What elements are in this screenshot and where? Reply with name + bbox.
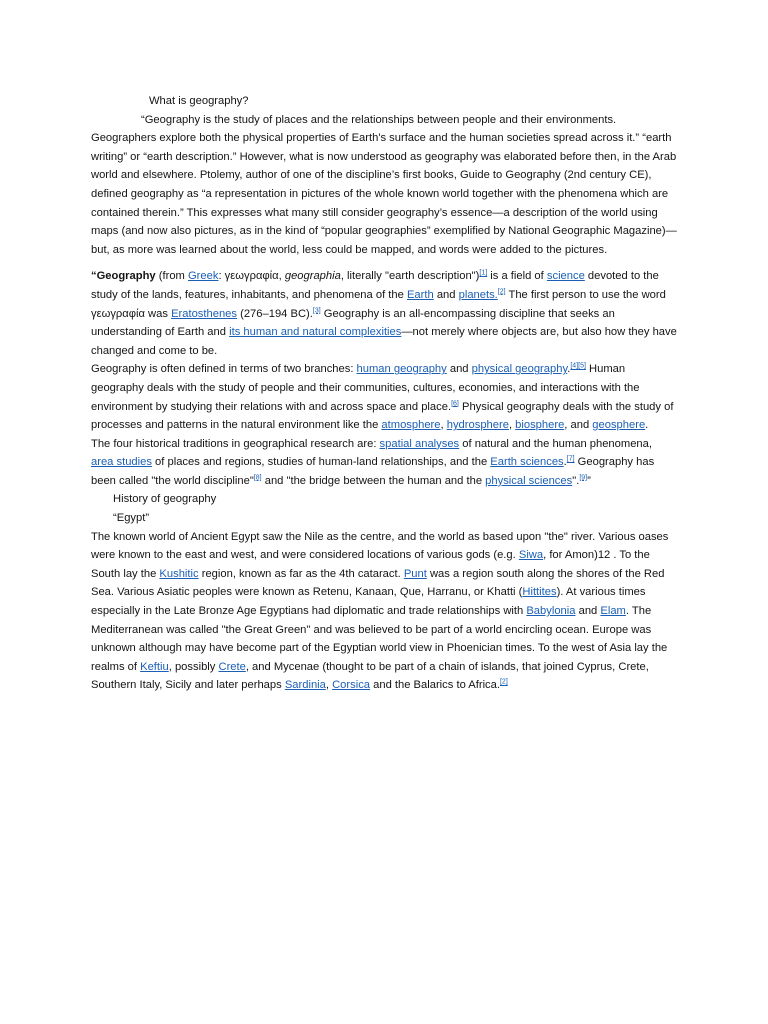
paragraph-traditions bbox=[91, 435, 677, 491]
link-crete[interactable]: Crete bbox=[218, 660, 246, 673]
text: Geography has been called "the world discipline" bbox=[91, 456, 655, 487]
link-keftiu[interactable]: Keftiu bbox=[140, 660, 169, 673]
link-biosphere[interactable]: biosphere bbox=[515, 419, 565, 432]
text: (276–194 BC). bbox=[237, 307, 313, 320]
ref-2b[interactable]: [2] bbox=[499, 678, 508, 686]
text: Human geography deals with the study of people and their communities, cultures, economies, and interactions with the environment by studying their relations with and across space and place. bbox=[91, 363, 640, 413]
text: : γεωγραφία, bbox=[218, 270, 285, 283]
text: . bbox=[567, 363, 571, 376]
text: , and bbox=[564, 419, 593, 432]
paragraph-egypt bbox=[91, 528, 677, 695]
ref-1[interactable]: [1] bbox=[479, 269, 488, 277]
link-babylonia[interactable]: Babylonia bbox=[526, 605, 576, 618]
text: —not merely where objects are, but also how they have changed and come to be. bbox=[91, 326, 677, 357]
term-geographia: geographia bbox=[284, 270, 341, 283]
text: ". bbox=[572, 474, 580, 487]
paragraph-definition: “Geography is the study of places and the relationships between people and their environments. Geographers explore both the physical properties of Earth's surface and the human societies spread across it.” “earth writing” or “earth description.” However, what is now understood as geography was elaborated before then, in the Arab world and elsewhere. Ptolemy, author of one of the discipline’s first books, Guide to Geography (2nd century CE), defined geography as “a representation in pictures of the whole known world together with the phenomena which are contained therein.” This expresses what many still consider geography’s essence—a description of the world using maps (and now also pictures, as in the kind of “popular geographies” exemplified by National Geographic Magazine)—but, as more was learned about the world, less could be mapped, and words were added to the pictures. bbox=[91, 113, 677, 256]
text: devoted to the study of the lands, features, inhabitants, and phenomena of the bbox=[91, 270, 659, 301]
text: and bbox=[433, 288, 459, 301]
document-body bbox=[91, 92, 677, 695]
link-punt[interactable]: Punt bbox=[403, 567, 427, 580]
text: was a region south along the shores of the Red Sea. Various Asiatic peoples were known as Retenu, Kanaan, Que, Harranu, or Khatti ( bbox=[91, 567, 665, 599]
text: (from bbox=[155, 270, 188, 283]
link-geosphere[interactable]: geosphere bbox=[592, 419, 646, 432]
text: , bbox=[440, 419, 447, 432]
spacer bbox=[91, 259, 677, 267]
link-atmosphere[interactable]: atmosphere bbox=[381, 419, 441, 432]
paragraph-wiki-definition bbox=[91, 267, 677, 360]
heading-egypt: “Egypt” bbox=[113, 512, 150, 525]
text: Physical geography deals with the study of processes and patterns in the natural environment like the bbox=[91, 400, 674, 432]
link-science[interactable]: science bbox=[546, 270, 585, 283]
link-earth-sciences[interactable]: Earth sciences bbox=[490, 456, 564, 469]
link-spatial-analyses[interactable]: spatial analyses bbox=[379, 437, 460, 450]
ref-4[interactable]: [4] bbox=[570, 362, 579, 370]
link-earth[interactable]: Earth bbox=[406, 288, 434, 301]
link-complexities[interactable]: its human and natural complexities bbox=[229, 326, 402, 339]
text: and "the bridge between the human and the bbox=[261, 474, 486, 487]
link-eratosthenes[interactable]: Eratosthenes bbox=[171, 307, 237, 320]
text: , literally "earth description") bbox=[340, 270, 480, 283]
ref-5[interactable]: [5] bbox=[578, 362, 586, 370]
link-sardinia[interactable]: Sardinia bbox=[284, 679, 326, 692]
link-siwa[interactable]: Siwa bbox=[518, 549, 544, 562]
text: , and Mycenae (thought to be part of a chain of islands, that joined Cyprus, Crete, Southern Italy, Sicily and later perhaps bbox=[91, 660, 649, 692]
text: The four historical traditions in geographical research are: bbox=[91, 437, 380, 450]
heading-what-is-geography: What is geography? bbox=[149, 95, 249, 107]
text: ). At various times especially in the Late Bronze Age Egyptians had diplomatic and trade relationships with bbox=[91, 586, 646, 618]
text: and the Balarics to Africa. bbox=[370, 679, 500, 692]
text: . bbox=[645, 419, 649, 432]
link-elam[interactable]: Elam bbox=[600, 605, 626, 618]
text: of natural and the human phenomena, bbox=[459, 437, 652, 450]
link-corsica[interactable]: Corsica bbox=[332, 679, 371, 692]
heading-history: History of geography bbox=[113, 493, 217, 506]
link-area-studies[interactable]: area studies bbox=[91, 456, 152, 469]
text: , possibly bbox=[168, 660, 219, 673]
text: ” bbox=[587, 474, 591, 487]
ref-3[interactable]: [3] bbox=[312, 306, 321, 314]
ref-2[interactable]: [2] bbox=[497, 288, 506, 296]
ref-9[interactable]: [9] bbox=[579, 474, 588, 482]
text: and bbox=[575, 605, 601, 618]
text: and bbox=[446, 363, 472, 376]
ref-8[interactable]: [8] bbox=[253, 474, 262, 482]
link-physical-sciences[interactable]: physical sciences bbox=[485, 474, 573, 487]
text: , bbox=[508, 419, 516, 432]
text: . The Mediterranean was called "the Great Green" and was believed to be part of a world encircling ocean. Europe was unknown although may have become part of the Egyptian world view in Phoenician times. To the west of Asia lay the realms of bbox=[91, 605, 668, 673]
text: of places and regions, studies of human-land relationships, and the bbox=[151, 456, 491, 469]
text: , bbox=[325, 679, 333, 692]
text: The known world of Ancient Egypt saw the Nile as the centre, and the world as based upon "the" river. Various oases were known to the east and west, and were considered locations of various gods (e.g. bbox=[91, 530, 669, 562]
ref-6[interactable]: [6] bbox=[451, 399, 459, 407]
link-hittites[interactable]: Hittites bbox=[522, 586, 557, 599]
paragraph-branches bbox=[91, 360, 677, 434]
text: Geography is an all-encompassing discipline that seeks an understanding of Earth and bbox=[91, 307, 615, 339]
ref-7[interactable]: [7] bbox=[566, 455, 575, 463]
link-kushitic[interactable]: Kushitic bbox=[159, 567, 199, 580]
link-hydrosphere[interactable]: hydrosphere bbox=[446, 419, 509, 432]
text: region, known as far as the 4th cataract. bbox=[198, 567, 404, 580]
text: The first person to use the word γεωγραφία was bbox=[91, 288, 666, 320]
text: is a field of bbox=[487, 270, 547, 283]
link-planets[interactable]: planets. bbox=[458, 288, 498, 301]
text: . bbox=[563, 456, 567, 469]
link-greek[interactable]: Greek bbox=[187, 270, 219, 283]
text: , for Amon)12 . To the South lay the bbox=[91, 549, 650, 580]
term-geography: Geography bbox=[96, 270, 156, 283]
text: Geography is often defined in terms of two branches: bbox=[91, 363, 357, 376]
open-quote: “ bbox=[91, 270, 97, 283]
link-human-geography[interactable]: human geography bbox=[356, 363, 447, 376]
link-physical-geography[interactable]: physical geography bbox=[471, 363, 568, 376]
